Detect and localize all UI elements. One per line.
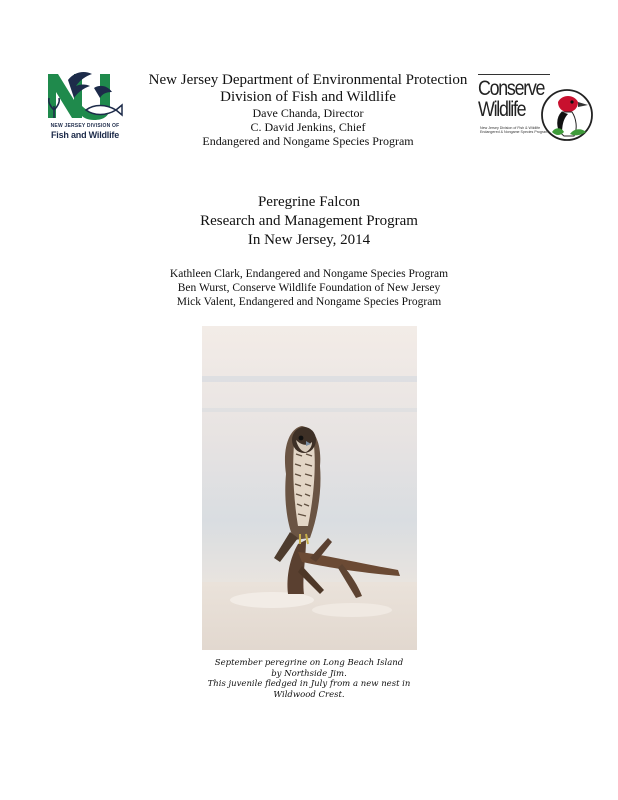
caption-line-3: This juvenile fledged in July from a new nest in <box>207 679 411 689</box>
wildlife-wordmark: Wildlife <box>478 98 526 121</box>
peregrine-photo <box>202 326 417 650</box>
program-line: Endangered and Nongame Species Program <box>202 134 414 148</box>
conserve-wordmark: Conserve <box>478 77 545 100</box>
nj-logo-caption-top: NEW JERSEY DIVISION OF <box>50 123 120 129</box>
department-name: New Jersey Department of Environmental Protection <box>148 72 468 88</box>
chief-line: C. David Jenkins, Chief <box>250 120 366 134</box>
author-2: Ben Wurst, Conserve Wildlife Foundation of New Jersey <box>177 282 441 294</box>
division-name: Division of Fish and Wildlife <box>220 89 396 105</box>
conserve-wildlife-logo <box>476 74 596 144</box>
nj-fish-wildlife-logo <box>46 66 124 146</box>
nj-logo-caption-main: Fish and Wildlife <box>50 130 120 140</box>
title-line-3: In New Jersey, 2014 <box>247 232 371 248</box>
author-1: Kathleen Clark, Endangered and Nongame Species Program <box>169 268 449 280</box>
subtext-line-2: Endangered & Nongame Species Program <box>480 130 549 135</box>
report-title <box>0 193 618 250</box>
caption-line-2: by Northside Jim. <box>271 668 347 679</box>
title-line-2: Research and Management Program <box>200 213 418 229</box>
caption-line-4: Wildwood Crest. <box>273 689 345 700</box>
logo-rule <box>478 74 550 75</box>
conserve-wildlife-subtext <box>480 126 560 135</box>
agency-header <box>130 72 486 148</box>
author-3: Mick Valent, Endangered and Nongame Species Program <box>176 296 442 308</box>
peregrine-falcon-image <box>202 326 417 650</box>
subtext-line-1: New Jersey Division of Fish & Wildlife <box>480 126 541 130</box>
photo-caption <box>150 658 468 700</box>
director-line: Dave Chanda, Director <box>252 106 364 120</box>
title-line-1: Peregrine Falcon <box>257 194 361 210</box>
author-list <box>0 267 618 309</box>
caption-line-1: September peregrine on Long Beach Island <box>214 658 404 668</box>
nj-logo-mark-icon <box>46 66 124 124</box>
